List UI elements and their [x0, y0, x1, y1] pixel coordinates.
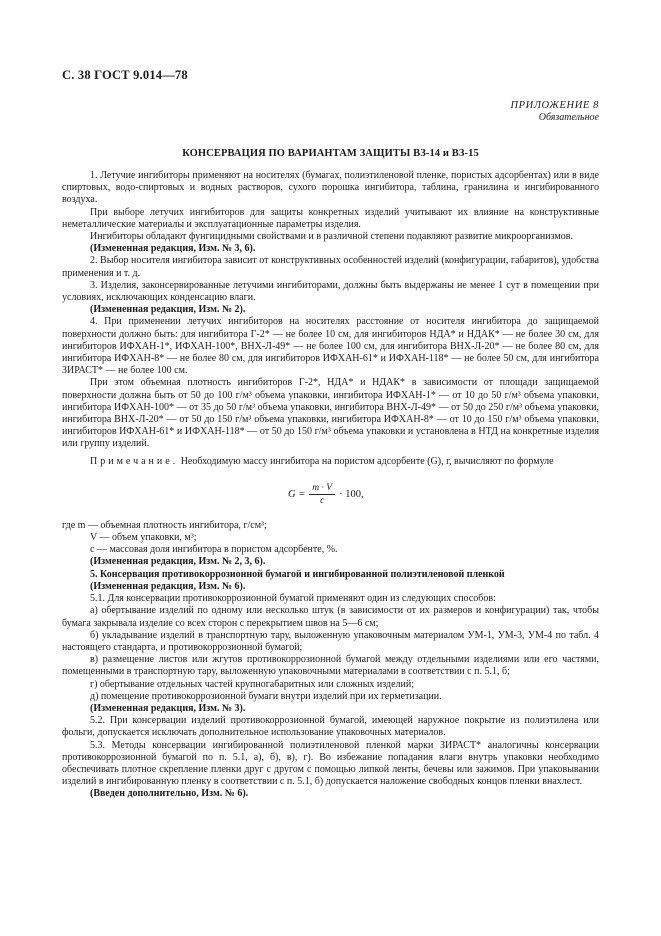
revision-note: (Измененная редакция, Изм. № 6). — [90, 580, 246, 592]
paragraph: 5.1. Для консервации противокоррозионной бумагой применяют один из следующих способов: — [90, 593, 496, 605]
revision-note: (Измененная редакция, Изм. № 2, 3, 6). — [90, 556, 266, 568]
paragraph: б) укладывание изделий в транспортную тару, выложенную упаковочным материалом УМ-1, УМ-3, УМ-4 по табл. 4 настоящего стандарта, и противокоррозионной бумагой; — [62, 629, 599, 653]
definition-line: где m — объемная плотность ингибитора, г/см³; — [62, 519, 267, 531]
paragraph: Ингибиторы обладают фунгицидными свойствами и в различной степени подавляют развитие микроорганизмов. — [90, 231, 573, 243]
formula-lhs: G = — [288, 489, 306, 501]
definition-line: V — объем упаковки, м³; — [90, 532, 197, 544]
document-title: КОНСЕРВАЦИЯ ПО ВАРИАНТАМ ЗАЩИТЫ ВЗ-14 и ВЗ-15 — [182, 148, 479, 159]
definition-line: c — массовая доля ингибитора в пористом адсорбенте, %. — [90, 544, 338, 556]
section-heading: 5. Консервация противокоррозионной бумагой и ингибированной полиэтиленовой пленкой — [90, 568, 505, 580]
appendix-title: ПРИЛОЖЕНИЕ 8 — [510, 100, 599, 111]
formula-fraction — [309, 483, 335, 506]
formula-rhs: · 100, — [339, 489, 364, 501]
document-body — [62, 170, 599, 801]
note-text: Необходимую массу ингибитора на пористом адсорбенте (G), г, вычисляют по формуле — [178, 455, 554, 467]
paragraph: а) обертывание изделий по одному или несколько штук (в зависимости от их размеров и конфигурации) так, чтобы бумага закрывала изделие со всех сторон с перекрытием швов на 5—6 см; — [62, 605, 599, 629]
formula-definitions — [62, 520, 599, 557]
note-label: Примечание. — [90, 455, 179, 467]
page-header: С. 38 ГОСТ 9.014—78 — [62, 68, 188, 82]
paragraph: г) обертывание отдельных частей крупногабаритных или сложных изделий; — [90, 678, 415, 690]
revision-note: (Введен дополнительно, Изм. № 6). — [90, 788, 249, 800]
paragraph: 5.3. Методы консервации ингибированной полиэтиленовой пленкой марки ЗИРАСТ* аналогичны консервации противокоррозионной бумагой по п. 5.1, а), б), в), г). Во избежание попадания влаги внутрь упаковки необходимо обеспечивать плотное скрепление пленки друг с другом с помощью липкой ленты, бечевы или зажимов. При упаковывании изделий в ингибированную пленку в соответствии с п. 5.1, б) допускается наложение свободных концов пленки внахлест. — [62, 739, 599, 788]
paragraph: в) размещение листов или жгутов противокоррозионной бумагой между отдельными изделиями или его частями, помещенными в транспортную тару, выложенную упаковочными материалами в соответствии с п. 5.1, б; — [62, 654, 599, 678]
paragraph: При этом объемная плотность ингибиторов Г-2*, НДА* и НДАК* в зависимости от площади защищаемой поверхности должна быть от 50 до 100 г/м³ объема упаковки, ингибитора ИФХАН-1* — от 10 до 50 г/м³ объема упаковки, ингибитора ИФХАН-100* — от 35 до 50 г/м³ объема упаковки, ингибитора ВНХ-Л-49* — от 50 до 250 г/м³ объема упаковки, ингибитора ВНХ-Л-20* — от 50 до 150 г/м³ объема упаковки, ингибитора ИФХАН-8* — от 10 до 150 г/м³ объема упаковки, ингибиторов ИФХАН-61* и ИФХАН-118* — от 50 до 150 г/м³ объема упаковки и установлена в НТД на конкретные изделия или группу изделий. — [62, 377, 599, 450]
paragraph: 3. Изделия, законсервированные летучими ингибиторами, должны быть выдержаны не менее 1 сут в помещении при условиях, исключающих конденсацию влаги. — [62, 279, 599, 304]
paragraph: 2. Выбор носителя ингибитора зависит от конструктивных особенностей изделий (конфигурации, габаритов), удобства применения и т. д. — [62, 255, 599, 279]
paragraph: д) помещение противокоррозионной бумаги внутри изделий при их герметизации. — [90, 690, 442, 702]
paragraph: При выборе летучих ингибиторов для защиты конкретных изделий учитывают их влияние на конструктивные неметаллические материалы и эксплуатационные параметры изделия. — [62, 206, 599, 230]
revision-note: (Измененная редакция, Изм. № 3, 6). — [90, 243, 256, 255]
paragraph: 4. При применении летучих ингибиторов на носителях расстояние от носителя ингибитора до защищаемой поверхности должно быть: для ингибитора Г-2* — не более 10 см, для ингибиторов НДА* и НДАК* — не более 30 см, для ингибиторов ИФХАН-1*, ИФХАН-100*, ВНХ-Л-49* — не более 100 см, для ингибитора ВНХ-Л-20* — не более 80 см, для ингибитора ИФХАН-8* — не более 80 см, для ингибиторов ИФХАН-61* и ИФХАН-118* — не более 50 см, для ингибитора ЗИРАСТ* — не более 100 см. — [62, 316, 599, 377]
paragraph: 5.2. При консервации изделий противокоррозионной бумагой, имеющей наружное покрытие из полиэтилена или фольги, допускается исключать дополнительное использование упаковочных материалов. — [62, 715, 599, 739]
formula-denominator: c — [320, 496, 325, 507]
note-paragraph — [62, 456, 599, 468]
revision-note: (Измененная редакция, Изм. № 2). — [90, 304, 246, 316]
appendix-subtitle: Обязательное — [538, 112, 599, 123]
appendix-block — [510, 100, 599, 123]
revision-note: (Измененная редакция, Изм. № 3). — [90, 702, 246, 714]
formula — [288, 480, 599, 510]
paragraph: 1. Летучие ингибиторы применяют на носителях (бумагах, полиэтиленовой пленке, пористых адсорбентах) или в виде спиртовых, водо-спиртовых и водных растворов, сухого порошка ингибитора, таблина, гранилина и ингибированного воздуха. — [62, 170, 599, 206]
formula-numerator: m · V — [309, 483, 335, 495]
